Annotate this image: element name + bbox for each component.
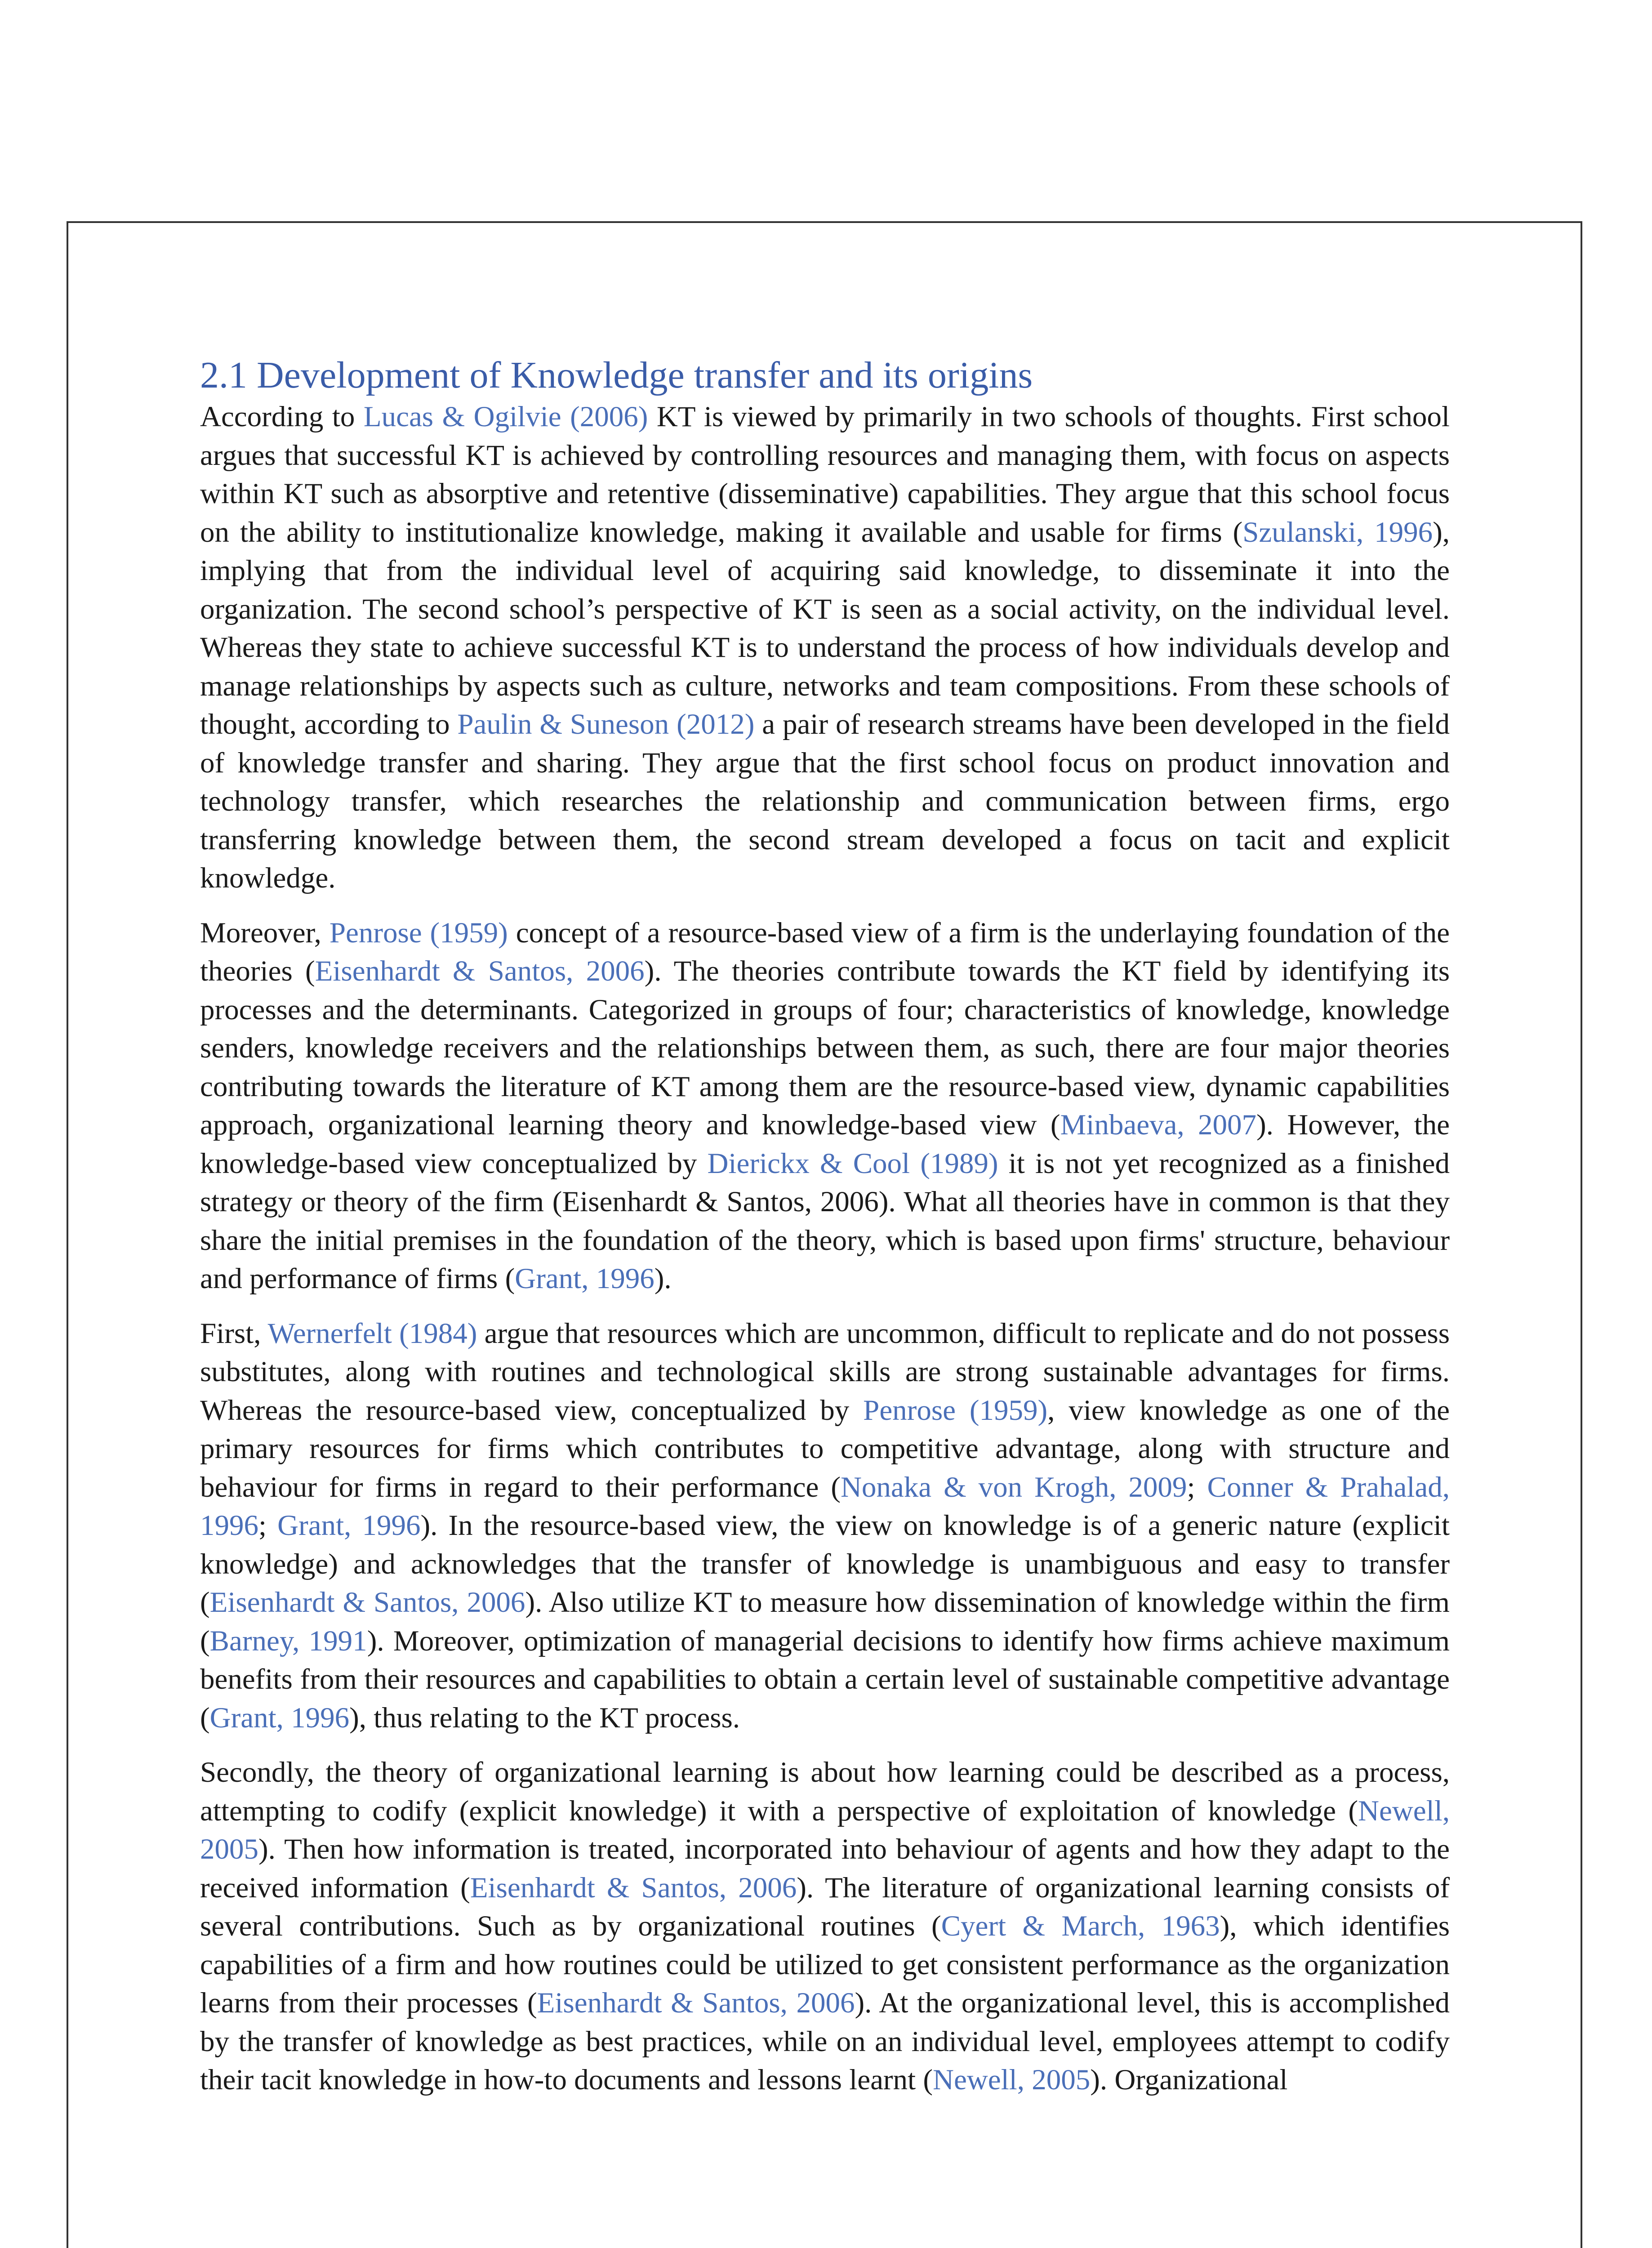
paragraph-text: ). [654, 1262, 672, 1295]
paragraph-text: argue that resources which are uncommon, difficult to replicate and do not possess substitutes, along with routines and technological skills are strong sustainable advantages for firms. Whereas the resource-based view, conceptualized by [200, 1317, 1450, 1427]
citation-link[interactable]: Lucas & Ogilvie (2006) [363, 401, 648, 433]
citation-link[interactable]: Grant, 1996 [209, 1701, 350, 1734]
paragraph-text: ). The theories contribute towards the KT field by identifying its processes and the determinants. Categorized in groups of four; characteristics of knowledge, knowledge senders, knowledge receivers and the relationships between them, as such, there are four major theories contributing towards the literature of KT among them are the resource-based view, dynamic capabilities approach, organizational learning theory and knowledge-based view ( [200, 955, 1450, 1141]
paragraph-text: ), which identifies capabilities of a firm and how routines could be utilized to get consistent performance as the organization learns from their processes ( [200, 1910, 1450, 2019]
paragraph-text: ), implying that from the individual level of acquiring said knowledge, to disseminate it into the organization. The second school’s perspective of KT is seen as a social activity, on the individual level. Whereas they state to achieve successful KT is to understand the process of how individuals develop and manage relationships by aspects such as culture, networks and team compositions. From these schools of thought, according to [200, 516, 1450, 740]
paragraph [200, 398, 1450, 898]
paragraph-text: , view knowledge as one of the primary resources for firms which contributes to competitive advantage, along with structure and behaviour for firms in regard to their performance ( [200, 1394, 1450, 1503]
paragraph-text: ). However, the knowledge-based view conceptualized by [200, 1109, 1450, 1180]
citation-link[interactable]: Penrose (1959) [329, 916, 508, 949]
citation-link[interactable]: Nonaka & von Krogh, 2009 [840, 1471, 1187, 1503]
paragraph-text: ), thus relating to the KT process. [349, 1701, 740, 1734]
paragraph-text: concept of a resource-based view of a firm is the underlaying foundation of the theories ( [200, 916, 1450, 987]
citation-link[interactable]: Szulanski, 1996 [1242, 516, 1433, 549]
paragraph [200, 914, 1450, 1298]
citation-link[interactable]: Eisenhardt & Santos, 2006 [209, 1586, 525, 1619]
paragraph-text: ). In the resource-based view, the view on knowledge is of a generic nature (explicit knowledge) and acknowledges that the transfer of knowledge is unambiguous and easy to transfer ( [200, 1509, 1450, 1619]
citation-link[interactable]: Barney, 1991 [209, 1624, 367, 1657]
paragraph-text: Moreover, [200, 916, 330, 949]
paragraph [200, 1315, 1450, 1738]
citation-link[interactable]: Eisenhardt & Santos, 2006 [537, 1987, 855, 2019]
document-body [200, 353, 1450, 2116]
paragraph-text: ; [258, 1509, 278, 1542]
citation-link[interactable]: Dierickx & Cool (1989) [707, 1147, 998, 1180]
citation-link[interactable]: Newell, 2005 [200, 1794, 1450, 1865]
citation-link[interactable]: Wernerfelt (1984) [267, 1317, 477, 1350]
paragraph-text: KT is viewed by primarily in two schools of thoughts. First school argues that successful KT is achieved by controlling resources and managing them, with focus on aspects within KT such as absorptive and retentive (disseminative) capabilities. They argue that this school focus on the ability to institutionalize knowledge, making it available and usable for firms ( [200, 401, 1450, 549]
citation-link[interactable]: Conner & Prahalad, 1996 [200, 1471, 1450, 1542]
paragraph-text: a pair of research streams have been developed in the field of knowledge transfer and sharing. They argue that the first school focus on product innovation and technology transfer, which researches the relationship and communication between firms, ergo transferring knowledge between them, the second stream developed a focus on tacit and explicit knowledge. [200, 708, 1450, 894]
paragraph-text: ). The literature of organizational learning consists of several contributions. Such as by organizational routines ( [200, 1871, 1450, 1942]
paragraph-text: ). Moreover, optimization of managerial decisions to identify how firms achieve maximum benefits from their resources and capabilities to obtain a certain level of sustainable competitive advantage ( [200, 1624, 1450, 1734]
citation-link[interactable]: Grant, 1996 [515, 1262, 655, 1295]
paragraph-text: Secondly, the theory of organizational learning is about how learning could be described as a process, attempting to codify (explicit knowledge) it with a perspective of exploitation of knowledge ( [200, 1756, 1450, 1827]
citation-link[interactable]: Eisenhardt & Santos, 2006 [470, 1871, 797, 1904]
citation-link[interactable]: Newell, 2005 [933, 2064, 1091, 2096]
paragraph-text: it is not yet recognized as a finished strategy or theory of the firm (Eisenhardt & Santos, 2006). What all theories have in common is that they share the initial premises in the foundation of the theory, which is based upon firms' structure, behaviour and performance of firms ( [200, 1147, 1450, 1295]
citation-link[interactable]: Minbaeva, 2007 [1060, 1109, 1257, 1141]
section-heading: 2.1 Development of Knowledge transfer and its origins [200, 354, 1033, 396]
citation-link[interactable]: Penrose (1959) [863, 1394, 1048, 1427]
paragraph-text: ). Organizational [1090, 2064, 1288, 2096]
paragraph-text: ). At the organizational level, this is accomplished by the transfer of knowledge as best practices, while on an individual level, employees attempt to codify their tacit knowledge in how-to documents and lessons learnt ( [200, 1987, 1450, 2096]
paragraph-text: First, [200, 1317, 268, 1350]
paragraph-text: ). Also utilize KT to measure how dissemination of knowledge within the firm ( [200, 1586, 1450, 1657]
citation-link[interactable]: Paulin & Suneson (2012) [457, 708, 755, 740]
citation-link[interactable]: Eisenhardt & Santos, 2006 [315, 955, 645, 987]
paragraph-text: According to [200, 401, 364, 433]
citation-link[interactable]: Grant, 1996 [277, 1509, 421, 1542]
paragraph [200, 1753, 1450, 2100]
paragraph-text: ). Then how information is treated, incorporated into behaviour of agents and how they adapt to the received information ( [200, 1833, 1450, 1904]
paragraph-text: ; [1187, 1471, 1207, 1503]
citation-link[interactable]: Cyert & March, 1963 [941, 1910, 1220, 1942]
